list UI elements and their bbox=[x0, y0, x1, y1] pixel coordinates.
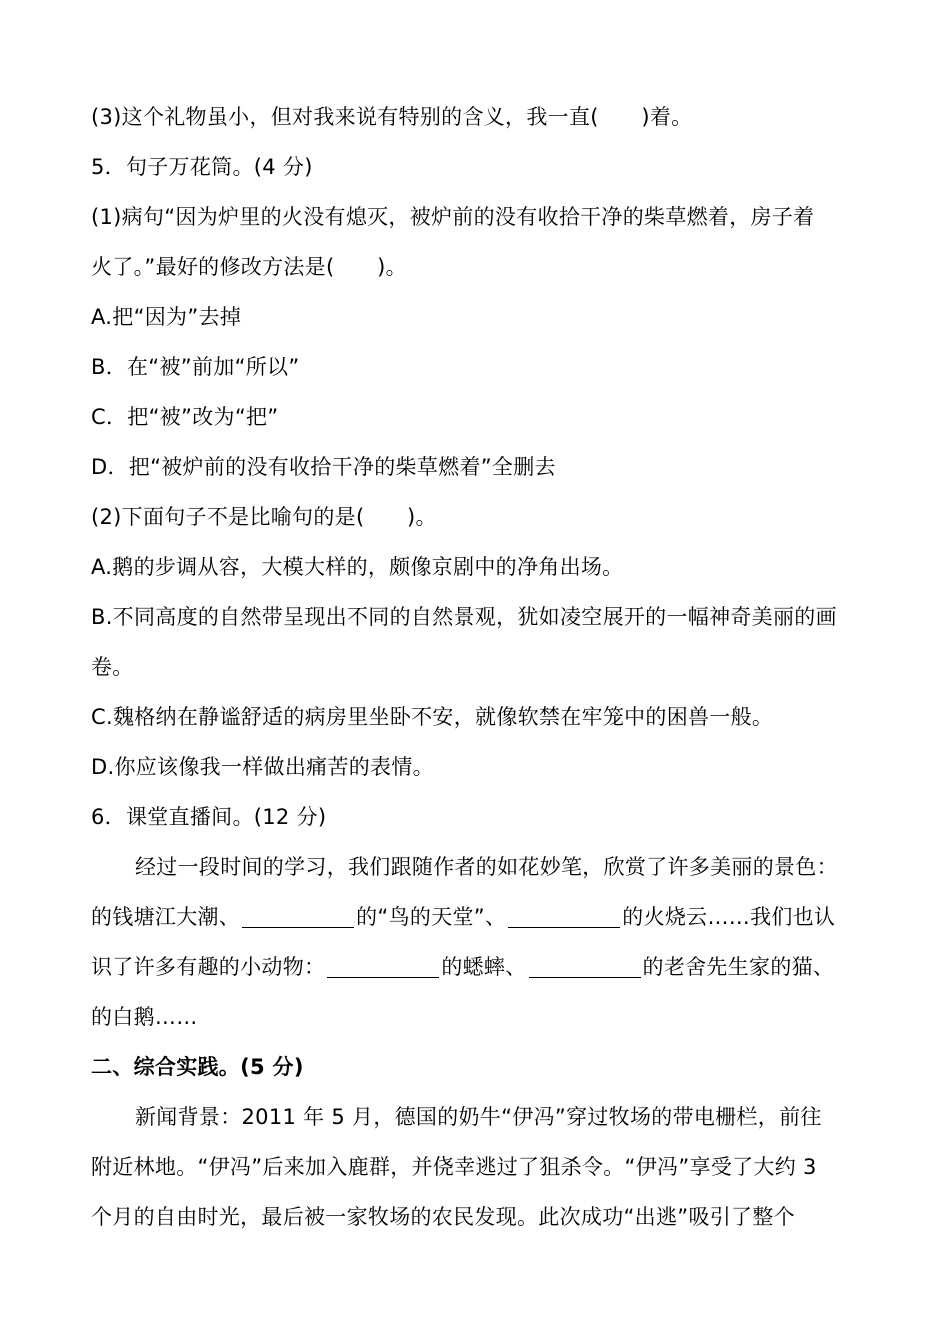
question-5-1-option-c: C．把“被”改为“把” bbox=[91, 405, 279, 429]
text-fragment: 的钱塘江大潮、 bbox=[91, 905, 241, 929]
fill-blank-1[interactable] bbox=[242, 905, 354, 928]
fill-blank-3[interactable] bbox=[327, 955, 439, 978]
news-background-line-3: 个月的自由时光，最后被一家牧场的农民发现。此次成功“出逃”吸引了整个 bbox=[91, 1205, 795, 1229]
question-5-1-option-a: A.把“因为”去掉 bbox=[91, 305, 242, 329]
text-fragment: 识了许多有趣的小动物： bbox=[91, 955, 326, 979]
text-fragment: 的老舍先生家的猫、 bbox=[642, 955, 835, 979]
text-fragment: 的蟋蟀、 bbox=[441, 955, 527, 979]
fill-blank-2[interactable] bbox=[508, 905, 620, 928]
question-5-2-option-b-line-1: B.不同高度的自然带呈现出不同的自然景观，犹如凌空展开的一幅神奇美丽的画 bbox=[91, 605, 837, 629]
question-6-paragraph-line-4: 的白鹅…… bbox=[91, 1005, 198, 1029]
question-5-heading: 5．句子万花筒。(4 分) bbox=[91, 155, 313, 179]
question-5-2-option-b-line-2: 卷。 bbox=[91, 655, 134, 679]
question-5-1-stem-line-2: 火了。”最好的修改方法是( )。 bbox=[91, 255, 407, 279]
question-5-2-stem: (2)下面句子不是比喻句的是( )。 bbox=[91, 505, 437, 529]
question-4-item-3: (3)这个礼物虽小，但对我来说有特别的含义，我一直( )着。 bbox=[91, 105, 693, 129]
news-background-line-2: 附近林地。“伊冯”后来加入鹿群，并侥幸逃过了狙杀令。“伊冯”享受了大约 3 bbox=[91, 1155, 817, 1179]
question-5-2-option-c: C.魏格纳在静谧舒适的病房里坐卧不安，就像软禁在牢笼中的困兽一般。 bbox=[91, 705, 774, 729]
question-5-1-option-b: B．在“被”前加“所以” bbox=[91, 355, 300, 379]
question-5-1-stem-line-1: (1)病句“因为炉里的火没有熄灭，被炉前的没有收拾干净的柴草燃着，房子着 bbox=[91, 205, 815, 229]
question-6-paragraph-line-3 bbox=[91, 952, 871, 982]
news-background-line-1: 新闻背景：2011 年 5 月，德国的奶牛“伊冯”穿过牧场的带电栅栏，前往 bbox=[135, 1105, 822, 1129]
question-5-1-option-d: D．把“被炉前的没有收拾干净的柴草燃着”全删去 bbox=[91, 455, 556, 479]
text-fragment: 的火烧云……我们也认 bbox=[622, 905, 836, 929]
text-fragment: 的“鸟的天堂”、 bbox=[356, 905, 507, 929]
fill-blank-4[interactable] bbox=[529, 955, 641, 978]
question-6-paragraph-line-2 bbox=[91, 902, 871, 932]
question-6-heading: 6．课堂直播间。(12 分) bbox=[91, 805, 327, 829]
question-5-2-option-a: A.鹅的步调从容，大模大样的，颇像京剧中的净角出场。 bbox=[91, 555, 624, 579]
question-5-2-option-d: D.你应该像我一样做出痛苦的表情。 bbox=[91, 755, 434, 779]
section-2-heading: 二、综合实践。(5 分) bbox=[91, 1055, 304, 1079]
question-6-paragraph-line-1: 经过一段时间的学习，我们跟随作者的如花妙笔，欣赏了许多美丽的景色： bbox=[135, 855, 838, 879]
